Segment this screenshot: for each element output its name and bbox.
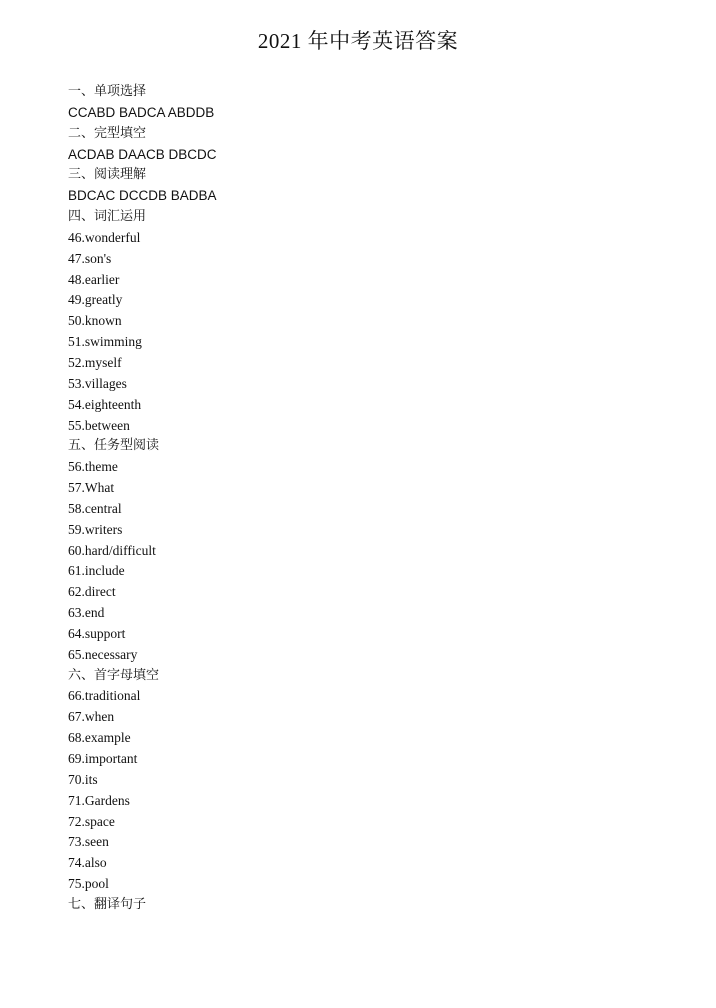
section-heading-initial-letter-fill: 六、首字母填空 [68,667,160,683]
answer-item: 47.son's [68,250,112,266]
answer-item: 70.its [68,771,98,787]
section-heading-multiple-choice: 一、单项选择 [68,84,147,99]
answer-item: 74.also [68,855,107,871]
answer-item: 75.pool [68,876,109,892]
answer-item: 62.direct [68,584,116,600]
answer-item: 59.writers [68,521,123,537]
answer-item: 63.end [68,605,105,621]
answer-item: 58.central [68,500,122,516]
answer-item: 48.earlier [68,271,120,287]
section-heading-translation: 七、翻译句子 [68,896,147,912]
answer-item: 60.hard/difficult [68,542,156,558]
answer-item: 66.traditional [68,688,141,704]
answer-item: 69.important [68,751,138,766]
section-heading-vocabulary: 四、词汇运用 [68,209,147,225]
answer-item: 49.greatly [68,292,123,308]
section-heading-task-reading: 五、任务型阅读 [68,438,160,454]
answer-item: 51.swimming [68,334,142,350]
answer-item: 68.example [68,730,131,746]
answer-key-cloze: ACDAB DAACB DBCDC [68,146,217,162]
answer-item: 50.known [68,313,122,329]
answer-item: 46.wonderful [68,229,141,245]
answer-key-multiple-choice: CCABD BADCA ABDDB [68,104,215,120]
answer-item: 71.Gardens [68,792,130,808]
answer-item: 64.support [68,625,126,641]
answer-content [68,82,668,916]
answer-item: 56.theme [68,459,118,475]
answer-item: 57.What [68,480,115,496]
answer-item: 55.between [68,417,130,433]
document-title: 2021 年中考英语答案 [257,29,459,53]
answer-item: 54.eighteenth [68,396,142,412]
answer-item: 67.when [68,709,115,725]
answer-item: 52.myself [68,354,122,370]
section-heading-reading: 三、阅读理解 [68,167,147,183]
answer-key-reading: BDCAC DCCDB BADBA [68,188,217,204]
answer-item: 73.seen [68,834,109,850]
answer-item: 61.include [68,563,125,579]
section-heading-cloze: 二、完型填空 [68,125,147,141]
answer-item: 72.space [68,813,115,829]
answer-item: 53.villages [68,375,127,391]
answer-item: 65.necessary [68,646,138,662]
